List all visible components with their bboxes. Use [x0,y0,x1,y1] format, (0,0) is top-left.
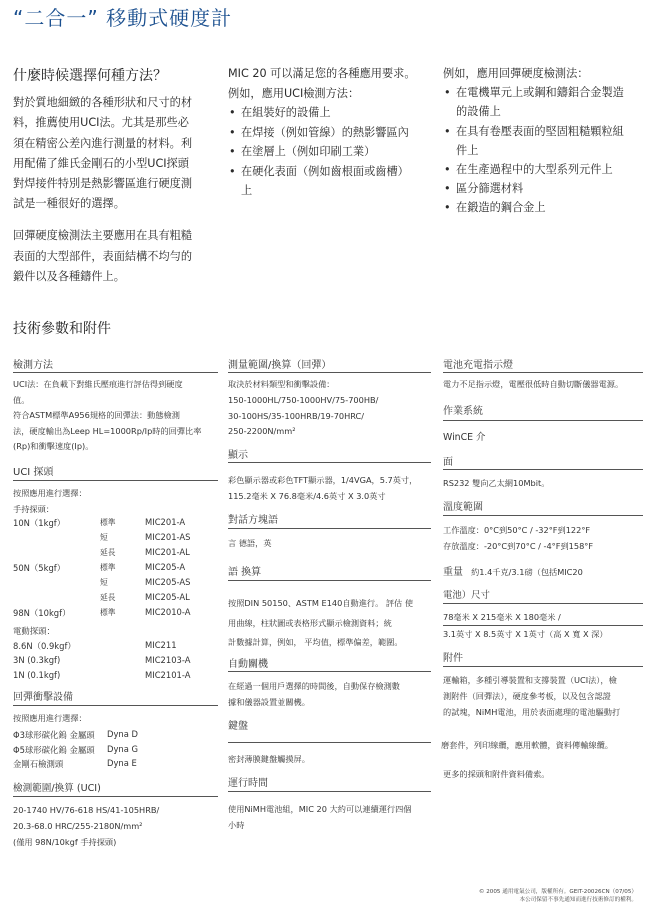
text-line: 按照應用進行選擇： [13,488,87,498]
divider [228,671,431,672]
text-line: 手持探頭： [13,503,54,514]
text-line: 250-2200N/mm² [228,426,296,437]
section-heading-os: 作業系統 [443,406,483,417]
divider [443,603,643,604]
section-heading-interface: 面 [443,457,453,468]
footer-copyright: © 2005 通用電氣公司，版權所有。GEIT-20026CN（07/05） [478,889,637,895]
text-line: 測附件（回彈法），硬度參考板，以及包含認證 [443,690,611,701]
probe-load-cell: 電動探頭： [13,626,55,636]
section-heading-range-uci: 檢測範圍/換算 (UCI) [13,783,101,794]
probe-type-cell: 延長 [100,593,116,602]
intro-col1-line: 對焊接件特別是熱影響區進行硬度測 [13,177,193,191]
probe-type-cell: 標準 [100,563,116,572]
intro-col3-lead: 例如，應用回彈硬度檢測法： [443,67,589,80]
language-text [228,594,413,653]
divider [228,742,431,743]
list-item-continuation: 上 [241,184,253,197]
impact-device-name: Φ3球形碳化鎢 金屬頭 [13,730,95,740]
probe-type-cell: 標準 [100,518,116,527]
range-text [13,802,159,850]
conversion-text [228,377,378,440]
keypad-text: 密封薄膜鍵盤觸摸屏。 [228,754,310,764]
intro-col1b-line: 回彈硬度檢測法主要應用在具有粗糙 [13,229,193,242]
text-line: 用曲線，柱狀圖或表格形式顯示檢測資料；統 [228,617,392,628]
divider [228,528,431,529]
list-item: • 在生產過程中的大型系列元件上 [443,160,624,179]
text-line: 在經過一個用戶選擇的時間後，自動保存檢測數 [228,681,400,691]
intro-heading: 什麼時候選擇何種方法？ [13,68,167,84]
accessories-text-2: 磨套件，列印線纜，應用軟體，資料傳輸線纜。 [441,740,613,750]
list-item: • 在電機單元上或鋼和鑄鋁合金製造 [443,83,624,102]
size-text-1: 78毫米 X 215毫米 X 180毫米 / [443,612,561,622]
footer [479,888,637,904]
probe-model-cell: MIC201-AS [145,532,191,542]
intro-col3-list [443,83,624,217]
text-line: 20-1740 HV/76-618 HS/41-105HRB/ [13,805,160,815]
section-heading-temperature: 溫度範圍 [443,502,483,513]
intro-col2-lead: 例如，應用UCI檢測方法： [228,86,360,100]
text-line: 115.2毫米 X 76.8毫米/4.6英寸 X 3.0英寸 [228,491,386,501]
accessories-text [443,673,620,720]
impact-device-model: Dyna G [107,743,138,754]
specs-heading: 技術參數和附件 [13,321,111,337]
impact-device-name: 金剛石檢測頭 [13,759,64,769]
probe-type-cell: 短 [100,533,108,542]
list-item: • 區分篩選材料 [443,179,624,198]
impact-device-model: Dyna D [107,729,138,739]
probe-type-cell: 標準 [100,608,116,617]
divider [13,796,218,797]
probe-model-cell: MIC2010-A [145,607,191,617]
probe-load-cell: 8.6N（0.9kgf） [13,641,76,651]
divider [13,705,218,706]
probe-model-cell: MIC205-AL [145,592,190,602]
text-line: 小時 [228,820,245,830]
probe-model-cell: MIC201-A [145,517,186,527]
probe-load-cell: 3N (0.3kgf) [13,655,61,665]
intro-col1-line: 用配備了維氏金剛石的小型UCI探頭 [13,156,189,170]
probe-load-cell: 1N (0.1kgf) [13,670,61,680]
text-line: 20.3-68.0 HRC/255-2180N/mm² [13,821,143,831]
probe-load-cell: 50N（5kgf） [13,563,66,573]
section-heading-uci-probe: UCI 探頭 [13,467,54,478]
text-line: 使用NiMH電池組，MIC 20 大約可以連續運行四個 [228,804,412,814]
intro-col1-line: 須在精密公差內進行測量的材料。利 [13,136,193,150]
list-item: • 在焊接（例如管線）的熱影響區內 [228,123,416,143]
intro-col1-line: 料，推薦使用UCI法。尤其是那些必 [13,116,189,130]
text-line: (Rp)和衝擊速度(Ip)。 [13,441,94,451]
section-heading-weight: 重量 [443,567,463,578]
probe-load-cell: 10N（1kgf） [13,518,66,528]
divider [228,791,431,792]
divider [13,372,218,373]
intro-col3 [443,64,624,218]
probe-model-cell: MIC205-AS [145,577,191,587]
section-heading-runtime: 運行時間 [228,778,268,789]
divider [443,372,643,373]
section-heading-display: 顯示 [228,450,248,461]
list-item: • 在硬化表面（例如齒根面或齒槽） [228,162,416,182]
section-heading-size: 電池）尺寸 [443,590,490,601]
method-text [13,377,201,455]
text-line: 符合ASTM標準A956規格的回彈法：動態檢測 [13,410,180,420]
section-heading-charge: 電池充電指示燈 [443,360,513,371]
divider [443,666,643,667]
interface-text: RS232 雙向乙太網10Mbit。 [443,478,550,488]
charge-text: 電力不足指示燈，電壓很低時自動切斷儀器電源。 [443,379,624,389]
list-item: • 在鍛造的鋼合金上 [443,198,624,217]
text-line: UCI法：在負載下對維氏壓痕進行評估得到硬度 [13,379,183,389]
text-line: 按照DIN 50150、ASTM E140自動進行。 評估 使 [228,598,414,608]
probe-model-cell: MIC211 [145,640,177,650]
divider [443,469,643,470]
uci-sub [13,486,87,517]
text-line: 存放溫度：-20°C到70°C / -4°F到158°F [443,541,594,551]
section-heading-conversion: 測量範圍/換算（回彈） [228,360,332,371]
divider [443,625,643,626]
section-heading-dialog: 對話方塊語 [228,515,278,526]
intro-col1-line: 對於質地細緻的各種形狀和尺寸的材 [13,96,193,109]
dialog-text: 言 德語，英 [228,538,272,548]
text-line: 法，硬度輸出為Leep HL=1000Rp/Ip時的回彈比率 [13,425,202,436]
text-line: 運輸箱，多種引導裝置和支撐裝置（UCI法），檢 [443,675,617,685]
page-title: “二合一” 移動式硬度計 [13,6,233,30]
probe-type-cell: 短 [100,578,108,587]
probe-load-cell: 98N（10kgf） [13,608,71,618]
os-text: WinCE 介 [443,432,486,443]
probe-model-cell: MIC2103-A [145,655,191,665]
text-line: 據和儀器設置並關機。 [228,696,310,707]
section-heading-accessories: 附件 [443,653,463,664]
footer-disclaimer: 本公司保留不事先通知而進行技術修訂的權利。 [519,897,637,903]
text-line: 取決於材料類型和衝擊設備： [228,379,335,389]
impact-device-model: Dyna E [107,758,137,768]
divider [228,372,431,373]
list-item-continuation: 的設備上 [456,105,501,119]
size-text-2: 3.1英寸 X 8.5英寸 X 1英寸（高 X 寬 X 深） [443,629,608,639]
impact-device-name: Φ5球形碳化鎢 金屬頭 [13,744,95,755]
intro-col1b [13,226,192,288]
text-line: 彩色顯示器或彩色TFT顯示器，1/4VGA，5.7英寸， [228,475,418,485]
intro-col2 [228,64,416,201]
section-heading-method: 檢測方法 [13,360,53,371]
section-heading-keypad: 鍵盤 [228,721,248,732]
intro-col2-lead: MIC 20 可以滿足您的各種應用要求。 [228,67,416,80]
intro-col1b-line: 表面的大型部件，表面結構不均勻的 [13,249,193,263]
section-heading-language: 語 換算 [228,567,262,578]
more-info-text: 更多的採頭和附件資料備索。 [443,769,550,779]
intro-col1-line: 試是一種很好的選擇。 [13,197,125,211]
text-line: 30-100HS/35-100HRB/19-70HRC/ [228,410,365,421]
weight-text: 約1.4千克/3.1磅（包括MIC20 [471,567,583,577]
intro-col2-list [228,103,416,201]
text-line: 值。 [13,394,30,405]
divider [443,420,643,421]
list-item: • 在組裝好的設備上 [228,103,416,123]
list-item: • 在塗層上（例如印刷工業） [228,142,416,162]
runtime-text [228,801,411,833]
text-line: 工作溫度：0°C到50°C / -32°F到122°F [443,525,591,535]
probe-type-cell: 延長 [100,548,116,557]
intro-col1b-line: 鍛件以及各種鑄件上。 [13,270,125,283]
autooff-text [228,679,400,710]
section-heading-rebound: 回彈衝擊設備 [13,692,73,703]
divider [228,580,431,581]
weight-line [443,560,583,581]
rebound-sub: 按照應用進行選擇： [13,713,87,723]
list-item: • 在具有卷壓表面的堅固粗糙顆粒組 [443,122,624,141]
probe-model-cell: MIC205-A [145,562,186,572]
divider [13,480,218,481]
text-line: 150-1000HL/750-1000HV/75-700HB/ [228,394,379,405]
probe-model-cell: MIC2101-A [145,670,191,680]
text-line: 的試塊，NiMH電池，用於表面處理的電池驅動打 [443,706,621,717]
display-text [228,472,417,504]
text-line: (僅用 98N/10kgf 手持探頭) [13,837,117,847]
probe-model-cell: MIC201-AL [145,547,190,557]
temperature-text [443,522,593,554]
divider [443,515,643,516]
intro-col1 [13,93,192,215]
section-heading-autooff: 自動關機 [228,659,268,670]
text-line: 計數據計算，例如， 平均值，標準偏差，範圍。 [228,637,403,647]
divider [228,462,431,463]
list-item-continuation: 件上 [456,143,479,157]
